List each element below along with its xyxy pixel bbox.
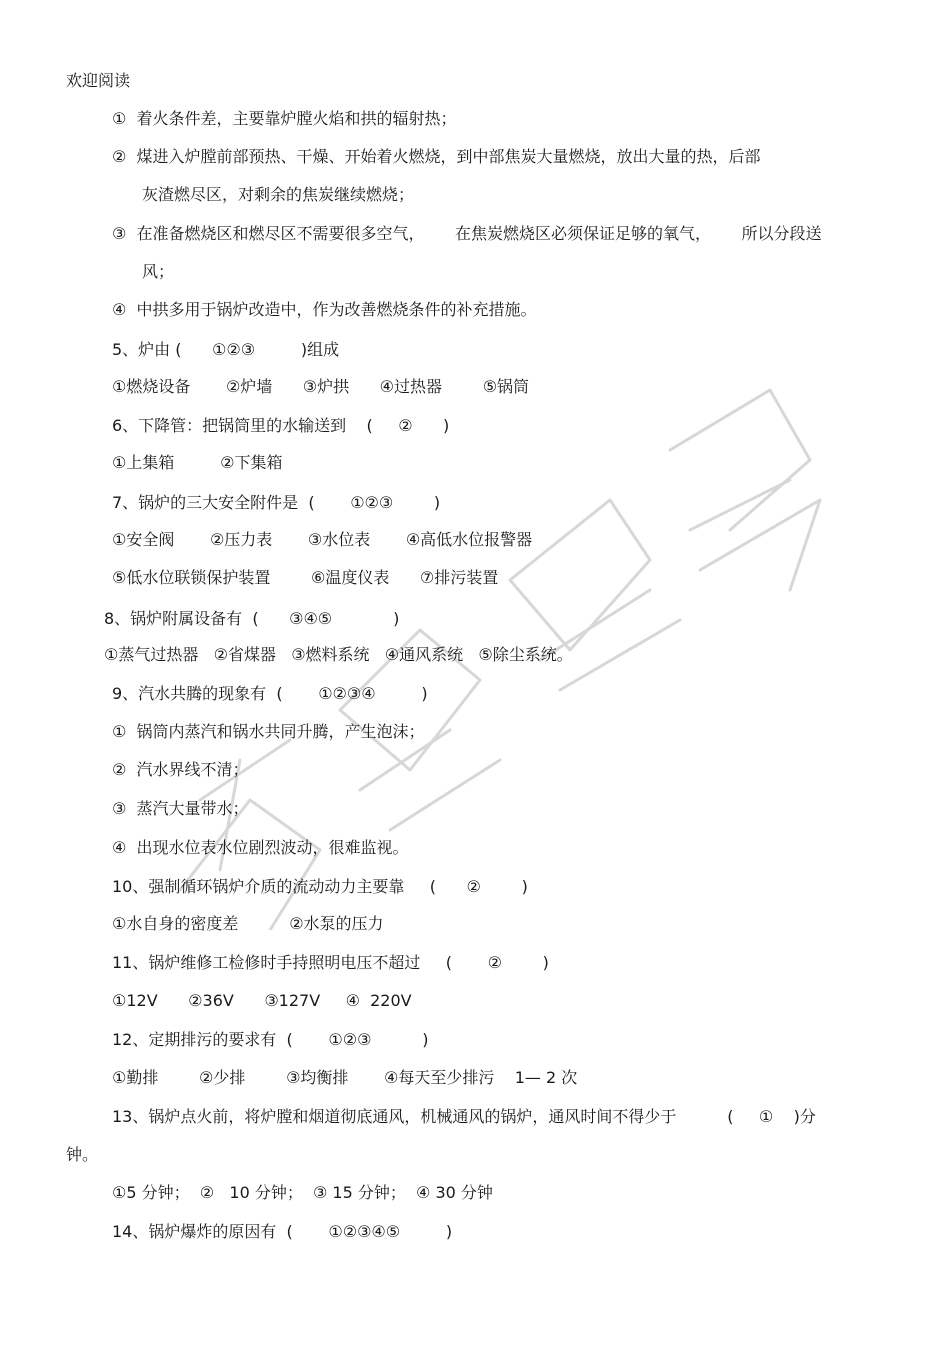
question-12: 12、定期排污的要求有 ( ①②③ ) [112,1030,429,1049]
options-11: ①12V ②36V ③127V ④ 220V [112,991,412,1010]
options-7a: ①安全阀 ②压力表 ③水位表 ④高低水位报警器 [112,530,533,549]
text-line: ④ 出现水位表水位剧烈波动，很难监视。 [112,838,409,857]
text-line: ① 锅筒内蒸汽和锅水共同升腾，产生泡沫； [112,722,425,741]
page-header: 欢迎阅读 [66,71,131,90]
text-line: ① 着火条件差，主要靠炉膛火焰和拱的辐射热； [112,109,457,128]
question-10: 10、强制循环锅炉介质的流动动力主要靠 ( ② ) [112,877,528,896]
text-line: ③ 蒸汽大量带水； [112,799,249,818]
options-13: ①5 分钟； ② 10 分钟； ③ 15 分钟； ④ 30 分钟 [112,1183,493,1202]
text-line: ② 汽水界线不清； [112,760,249,779]
question-9: 9、汽水共腾的现象有 ( ①②③④ ) [112,684,428,703]
question-5: 5、炉由 ( ①②③ )组成 [112,340,340,359]
options-6: ①上集箱 ②下集箱 [112,453,283,472]
text-line: ② 煤进入炉膛前部预热、干燥、开始着火燃烧，到中部焦炭大量燃烧，放出大量的热，后部 [112,147,761,166]
options-7b: ⑤低水位联锁保护装置 ⑥温度仪表 ⑦排污装置 [112,568,499,587]
text-line: 风； [142,262,175,281]
text-line: ③ 在准备燃烧区和燃尽区不需要很多空气， 在焦炭燃烧区必须保证足够的氧气， 所以分段送 [112,224,822,243]
options-8: ①蒸气过热器 ②省煤器 ③燃料系统 ④通风系统 ⑤除尘系统。 [104,645,573,664]
question-11: 11、锅炉维修工检修时手持照明电压不超过 ( ② ) [112,953,549,972]
text-line: 灰渣燃尽区，对剩余的焦炭继续燃烧； [142,185,415,204]
options-12: ①勤排 ②少排 ③均衡排 ④每天至少排污 1— 2 次 [112,1068,578,1087]
options-5: ①燃烧设备 ②炉墙 ③炉拱 ④过热器 ⑤锅筒 [112,377,530,396]
options-10: ①水自身的密度差 ②水泵的压力 [112,914,384,933]
text-line: 钟。 [66,1145,99,1164]
text-line: ④ 中拱多用于锅炉改造中，作为改善燃烧条件的补充措施。 [112,300,537,319]
question-6: 6、下降管：把锅筒里的水输送到 ( ② ) [112,416,450,435]
question-13: 13、锅炉点火前，将炉膛和烟道彻底通风，机械通风的锅炉，通风时间不得少于 ( ① )分 [112,1107,816,1126]
question-7: 7、锅炉的三大安全附件是 ( ①②③ ) [112,493,441,512]
question-8: 8、锅炉附属设备有 ( ③④⑤ ) [104,609,400,628]
question-14: 14、锅炉爆炸的原因有 ( ①②③④⑤ ) [112,1222,453,1241]
